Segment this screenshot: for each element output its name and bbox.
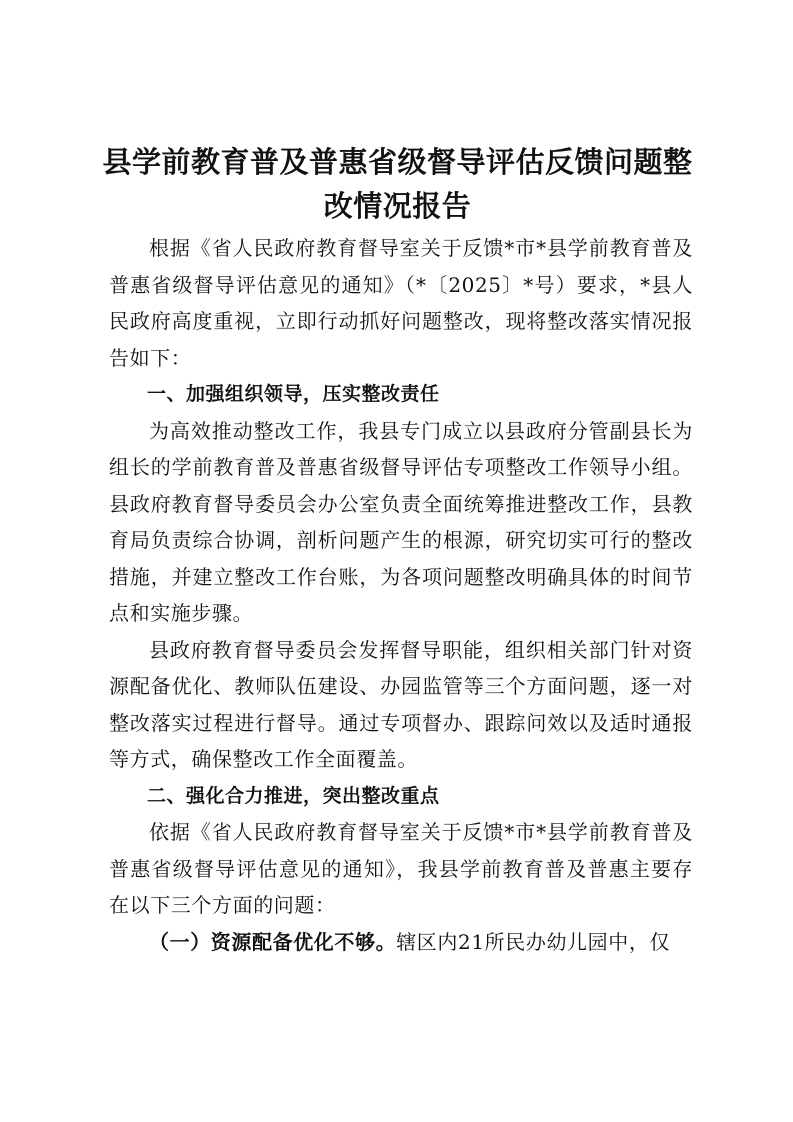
paragraph-organization: 为高效推动整改工作，我县专门成立以县政府分管副县长为组长的学前教育普及普惠省级督导评估专项整改工作领导小组。县政府教育督导委员会办公室负责全面统筹推进整改工作，县教育局负责综合协调，剖析问题产生的根源，研究切实可行的整改措施，并建立整改工作台账，为各项问题整改明确具体的时间节点和实施步骤。: [109, 418, 693, 625]
paragraph-resources: [109, 924, 693, 961]
document-body: [109, 230, 693, 960]
paragraph-supervision: 县政府教育督导委员会发挥督导职能，组织相关部门针对资源配备优化、教师队伍建设、办园监管等三个方面问题，逐一对整改落实过程进行督导。通过专项督办、跟踪问效以及适时通报等方式，确保整改工作全面覆盖。: [109, 637, 693, 771]
section-heading-2: 二、强化合力推进，突出整改重点: [147, 784, 440, 807]
subsection-text: 辖区内21所民办幼儿园中，仅: [396, 929, 671, 954]
document-title: 县学前教育普及普惠省级督导评估反馈问题整改情况报告: [102, 145, 693, 223]
paragraph-problems: 依据《省人民政府教育督导室关于反馈*市*县学前教育普及普惠省级督导评估意见的通知》，我县学前教育普及普惠主要存在以下三个方面的问题：: [109, 820, 693, 917]
intro-paragraph: 根据《省人民政府教育督导室关于反馈*市*县学前教育普及普惠省级督导评估意见的通知》（*〔2025〕*号）要求，*县人民政府高度重视，立即行动抓好问题整改，现将整改落实情况报告如下：: [109, 236, 693, 370]
section-heading-1: 一、加强组织领导，压实整改责任: [147, 383, 440, 405]
subsection-lead: （一）资源配备优化不够。: [149, 929, 397, 954]
